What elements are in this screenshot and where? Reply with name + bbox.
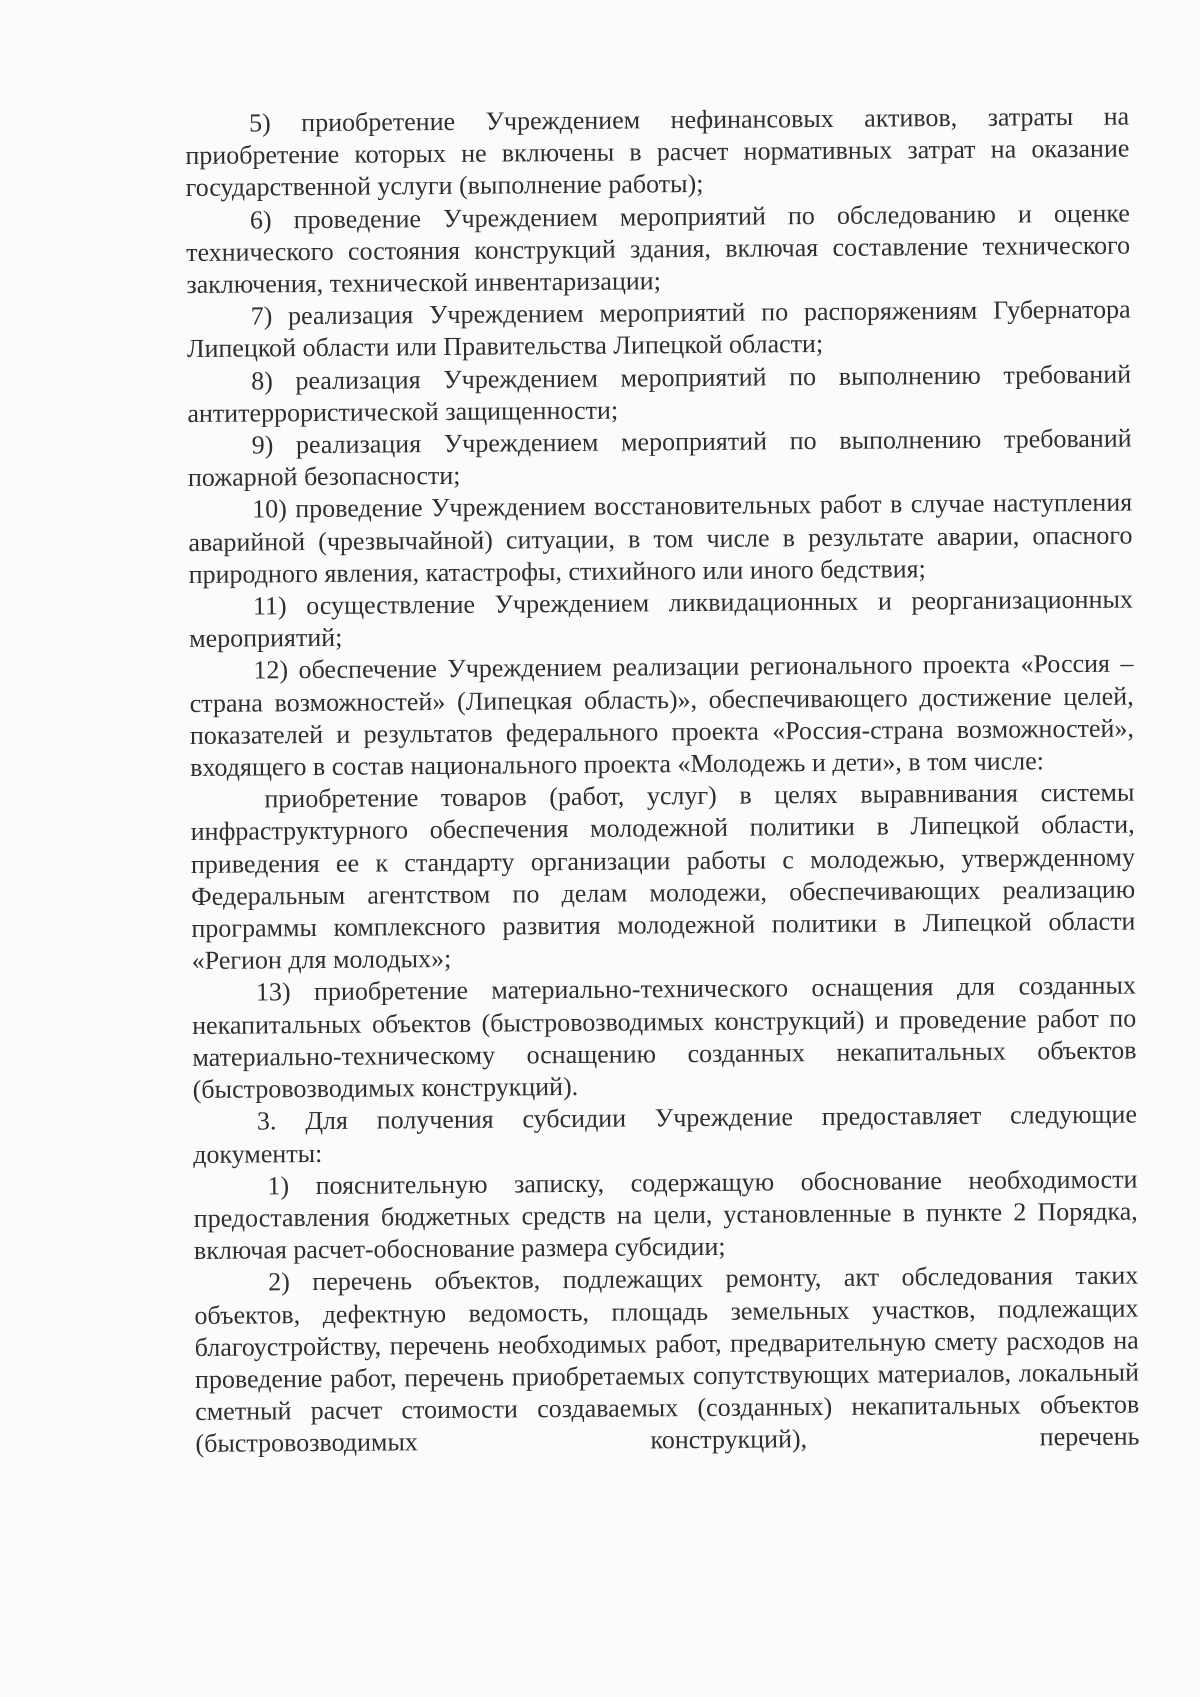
paragraph-item-5: 5) приобретение Учреждением нефинансовых активов, затраты на приобретение которых не включены в расчет нормативных затрат на оказание государственной услуги (выполнение работы); xyxy=(185,101,1130,203)
document-body xyxy=(185,101,1140,1461)
paragraph-item-9: 9) реализация Учреждением мероприятий по выполнению требований пожарной безопасности; xyxy=(187,423,1132,493)
paragraph-item-11: 11) осуществление Учреждением ликвидационных и реорганизационных мероприятий; xyxy=(189,584,1134,654)
paragraph-section-3: 3. Для получения субсидии Учреждение предоставляет следующие документы: xyxy=(193,1099,1138,1169)
paragraph-doc-1: 1) пояснительную записку, содержащую обоснование необходимости предоставления бюджетных средств на цели, установленные в пункте 2 Порядка, включая расчет-обоснование размера субсидии; xyxy=(193,1164,1138,1266)
paragraph-item-10: 10) проведение Учреждением восстановительных работ в случае наступления аварийной (чрезвычайной) ситуации, в том числе в результате аварии, опасного природного явления, катастрофы, стихийного или иного бедствия; xyxy=(188,488,1133,589)
paragraph-item-13: 13) приобретение материально-технического оснащения для созданных некапитальных объектов (быстровозводимых конструкций) и проведение работ по материально-техническому оснащению созданных некапитальных объектов (быстровозводимых конструкций). xyxy=(192,971,1137,1105)
paragraph-item-8: 8) реализация Учреждением мероприятий по выполнению требований антитеррористической защищенности; xyxy=(187,359,1132,428)
paragraph-doc-2: 2) перечень объектов, подлежащих ремонту, акт обследования таких объектов, дефектную ведомость, площадь земельных участков, подлежащих благоустройству, перечень необходимых работ, предварительную смету расходов на проведение работ, перечень приобретаемых сопутствующих материалов, локальный сметный расчет стоимости создаваемых (созданных) некапитальных объектов (быстровозводимых конструкций), перечень xyxy=(194,1260,1140,1459)
paragraph-item-7: 7) реализация Учреждением мероприятий по распоряжениям Губернатора Липецкой области или Правительства Липецкой области; xyxy=(186,294,1131,364)
paragraph-item-12-sub: приобретение товаров (работ, услуг) в целях выравнивания системы инфраструктурного обеспечения молодежной политики в Липецкой области, приведения ее к стандарту организации работы с молодежью, утвержденному Федеральным агентством по делам молодежи, обеспечивающих реализацию программы комплексного развития молодежной политики в Липецкой области «Регион для молодых»; xyxy=(190,777,1136,976)
paragraph-item-6: 6) проведение Учреждением мероприятий по обследованию и оценке технического состояния конструкций здания, включая составление технического заключения, технической инвентаризации; xyxy=(186,198,1131,300)
paragraph-item-12: 12) обеспечение Учреждением реализации регионального проекта «Россия – страна возможностей» (Липецкая область)», обеспечивающего достижение целей, показателей и результатов федерального проекта «Россия-страна возможностей», входящего в состав национального проекта «Молодежь и дети», в том числе: xyxy=(189,649,1135,783)
